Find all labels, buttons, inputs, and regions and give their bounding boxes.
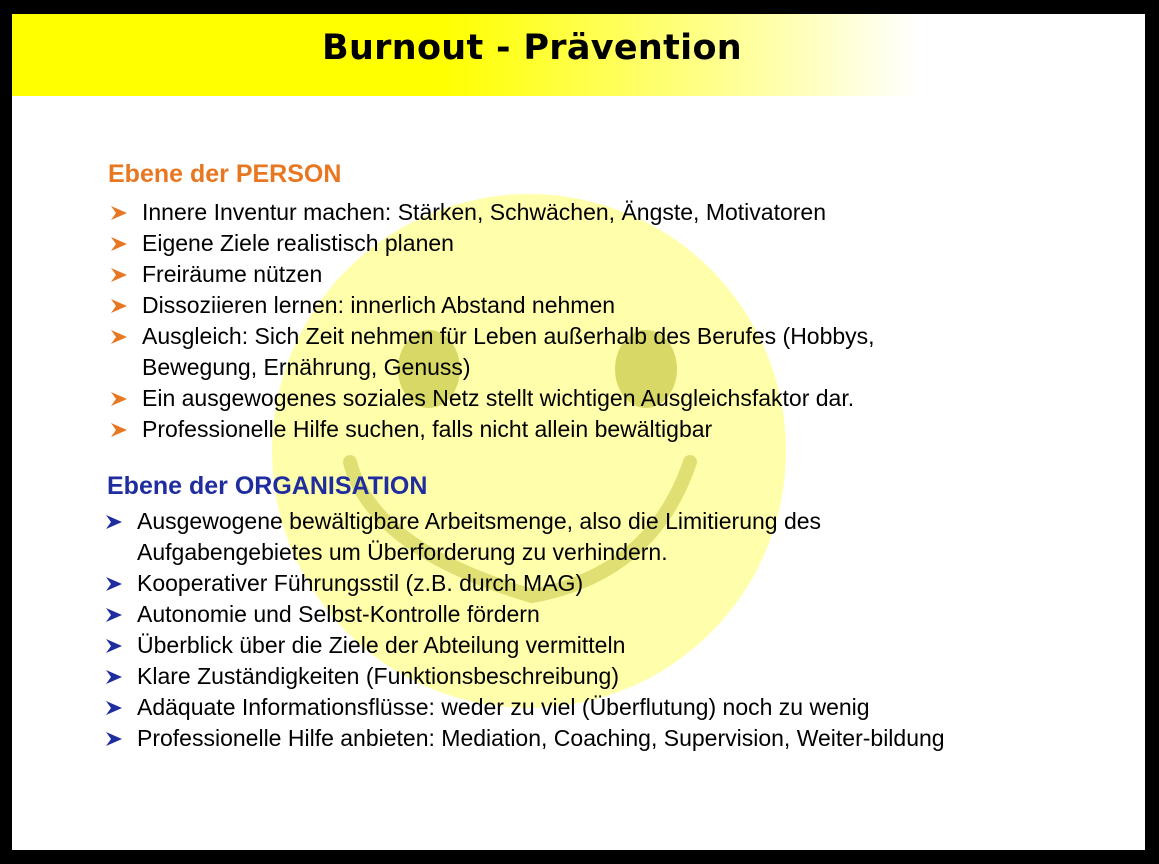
arrowhead-icon: [105, 669, 123, 685]
arrowhead-icon: [110, 329, 128, 345]
list-item-text: Eigene Ziele realistisch planen: [142, 230, 454, 256]
list-item: [105, 692, 985, 723]
list-item: [110, 228, 990, 259]
list-item-text: Kooperativer Führungsstil (z.B. durch MAG): [137, 570, 584, 596]
list-item-text: Ausgleich: Sich Zeit nehmen für Leben außerhalb des Berufes (Hobbys, Bewegung, Ernährung, Genuss): [142, 323, 875, 380]
list-item-text: Autonomie und Selbst-Kontrolle fördern: [137, 601, 540, 627]
person-list: [110, 197, 990, 445]
list-item-text: Ein ausgewogenes soziales Netz stellt wichtigen Ausgleichsfaktor dar.: [142, 385, 855, 411]
list-item: [110, 383, 990, 414]
list-item: [105, 568, 985, 599]
list-item-text: Überblick über die Ziele der Abteilung vermitteln: [137, 632, 626, 658]
list-item: [110, 290, 990, 321]
list-item-text: Klare Zuständigkeiten (Funktionsbeschreibung): [137, 663, 619, 689]
arrowhead-icon: [110, 267, 128, 283]
list-item-text: Professionelle Hilfe anbieten: Mediation, Coaching, Supervision, Weiter-bildung: [137, 725, 945, 751]
arrowhead-icon: [105, 731, 123, 747]
arrowhead-icon: [110, 298, 128, 314]
arrowhead-icon: [105, 514, 123, 530]
list-item: [105, 506, 985, 568]
list-item: [110, 414, 990, 445]
list-item: [105, 723, 985, 754]
organisation-heading: Ebene der ORGANISATION: [107, 472, 428, 500]
arrowhead-icon: [110, 205, 128, 221]
list-item: [105, 661, 985, 692]
list-item-text: Freiräume nützen: [142, 261, 323, 287]
list-item-text: Professionelle Hilfe suchen, falls nicht allein bewältigbar: [142, 416, 713, 442]
list-item: [110, 321, 990, 383]
arrowhead-icon: [110, 391, 128, 407]
slide: [12, 14, 1145, 850]
arrowhead-icon: [105, 576, 123, 592]
organisation-list: [105, 506, 985, 754]
list-item: [105, 630, 985, 661]
arrowhead-icon: [105, 607, 123, 623]
person-heading: Ebene der PERSON: [108, 160, 342, 188]
list-item-text: Dissoziieren lernen: innerlich Abstand nehmen: [142, 292, 616, 318]
list-item-text: Innere Inventur machen: Stärken, Schwächen, Ängste, Motivatoren: [142, 199, 826, 225]
arrowhead-icon: [105, 638, 123, 654]
list-item: [105, 599, 985, 630]
list-item-text: Ausgewogene bewältigbare Arbeitsmenge, also die Limitierung des Aufgabengebietes um Überforderung zu verhindern.: [137, 508, 822, 565]
slide-title: Burnout - Prävention: [321, 28, 743, 68]
arrowhead-icon: [110, 236, 128, 252]
list-item-text: Adäquate Informationsflüsse: weder zu viel (Überflutung) noch zu wenig: [137, 694, 870, 720]
list-item: [110, 259, 990, 290]
arrowhead-icon: [105, 700, 123, 716]
arrowhead-icon: [110, 422, 128, 438]
list-item: [110, 197, 990, 228]
